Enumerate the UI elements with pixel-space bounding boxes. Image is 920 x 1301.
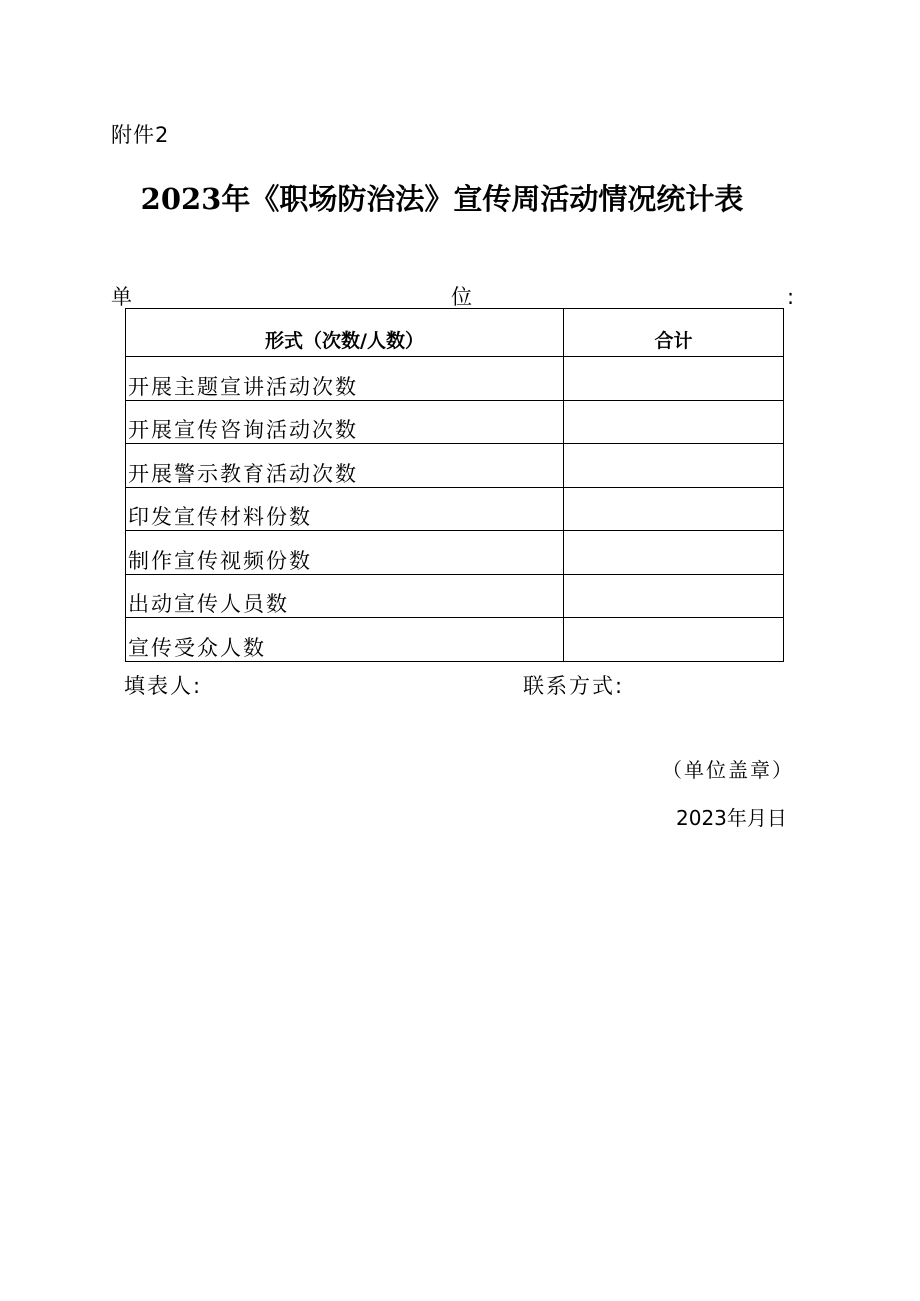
row-label: 制作宣传视频份数 <box>126 531 564 575</box>
header-form: 形式（次数/人数） <box>126 309 564 357</box>
table-row <box>126 444 784 488</box>
table-header-row <box>126 309 784 357</box>
row-total-cell[interactable] <box>564 531 784 575</box>
table-row <box>126 531 784 575</box>
date-line: 2023年月日 <box>676 806 787 830</box>
row-total-cell[interactable] <box>564 357 784 401</box>
row-label: 宣传受众人数 <box>126 618 564 662</box>
row-total-cell[interactable] <box>564 444 784 488</box>
row-label: 印发宣传材料份数 <box>126 487 564 531</box>
table-row <box>126 618 784 662</box>
filler-label: 填表人: <box>124 674 203 698</box>
row-label: 开展主题宣讲活动次数 <box>126 357 564 401</box>
row-label: 开展警示教育活动次数 <box>126 444 564 488</box>
row-total-cell[interactable] <box>564 618 784 662</box>
unit-label-mid: 位 <box>451 285 472 309</box>
table-row <box>126 487 784 531</box>
row-label: 出动宣传人员数 <box>126 574 564 618</box>
table-row <box>126 357 784 401</box>
table-row <box>126 400 784 444</box>
table-row <box>126 574 784 618</box>
statistics-table <box>125 308 784 662</box>
unit-label-colon: : <box>787 285 795 309</box>
row-total-cell[interactable] <box>564 400 784 444</box>
row-total-cell[interactable] <box>564 574 784 618</box>
unit-label-left: 单 <box>111 285 132 309</box>
seal-note: （单位盖章） <box>662 758 794 782</box>
document-title: 2023年《职场防治法》宣传周活动情况统计表 <box>140 182 744 216</box>
row-total-cell[interactable] <box>564 487 784 531</box>
contact-label: 联系方式: <box>523 674 625 698</box>
row-label: 开展宣传咨询活动次数 <box>126 400 564 444</box>
attachment-label: 附件2 <box>111 123 170 147</box>
header-total: 合计 <box>564 309 784 357</box>
